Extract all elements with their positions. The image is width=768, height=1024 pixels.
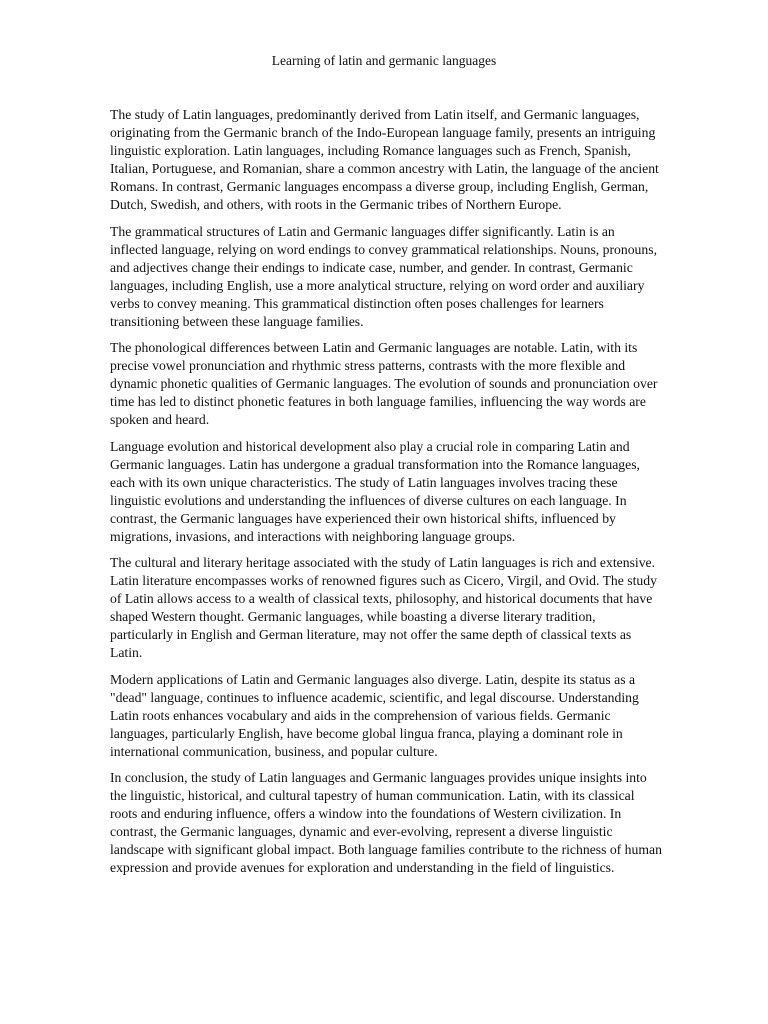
paragraph-3: The phonological differences between Latin and Germanic languages are notable. Latin, with its precise vowel pronunciation and rhythmic stress patterns, contrasts with the more flexible and dynamic phonetic qualities of Germanic languages. The evolution of sounds and pronunciation over time has led to distinct phonetic features in both language families, influencing the way words are spoken and heard. xyxy=(110,340,658,427)
paragraph-1: The study of Latin languages, predominantly derived from Latin itself, and Germanic languages, originating from the Germanic branch of the Indo-European language family, presents an intriguing linguistic exploration. Latin languages, including Romance languages such as French, Spanish, Italian, Portuguese, and Romanian, share a common ancestry with Latin, the language of the ancient Romans. In contrast, Germanic languages encompass a diverse group, including English, German, Dutch, Swedish, and others, with roots in the Germanic tribes of Northern Europe. xyxy=(110,107,659,212)
paragraph-6: Modern applications of Latin and Germanic languages also diverge. Latin, despite its status as a "dead" language, continues to influence academic, scientific, and legal discourse. Understanding Latin roots enhances vocabulary and aids in the comprehension of various fields. Germanic languages, particularly English, have become global lingua franca, playing a dominant role in international communication, business, and popular culture. xyxy=(110,671,639,759)
document-body xyxy=(110,106,662,886)
paragraph-5: The cultural and literary heritage associated with the study of Latin languages is rich and extensive. Latin literature encompasses works of renowned figures such as Cicero, Virgil, and Ovid. The study of Latin allows access to a wealth of classical texts, philosophy, and historical documents that have shaped Western thought. Germanic languages, while boasting a diverse literary tradition, particularly in English and German literature, may not offer the same depth of classical texts as Latin. xyxy=(110,555,657,660)
document-title: Learning of latin and germanic languages xyxy=(271,53,497,68)
paragraph-4: Language evolution and historical development also play a crucial role in comparing Latin and Germanic languages. Latin has undergone a gradual transformation into the Romance languages, each with its own unique characteristics. The study of Latin languages involves tracing these linguistic evolutions and understanding the influences of diverse cultures on each language. In contrast, the Germanic languages have experienced their own historical shifts, influenced by migrations, invasions, and interactions with neighboring language groups. xyxy=(110,438,640,544)
paragraph-2: The grammatical structures of Latin and Germanic languages differ significantly. Latin is an inflected language, relying on word endings to convey grammatical relationships. Nouns, pronouns, and adjectives change their endings to indicate case, number, and gender. In contrast, Germanic languages, including English, use a more analytical structure, relying on word order and auxiliary verbs to convey meaning. This grammatical distinction often poses challenges for learners transitioning between these language families. xyxy=(110,223,657,329)
paragraph-7: In conclusion, the study of Latin languages and Germanic languages provides unique insights into the linguistic, historical, and cultural tapestry of human communication. Latin, with its classical roots and enduring influence, offers a window into the foundations of Western civilization. In contrast, the Germanic languages, dynamic and ever-evolving, represent a diverse linguistic landscape with significant global impact. Both language families contribute to the richness of human expression and provide avenues for exploration and understanding in the field of linguistics. xyxy=(110,770,662,875)
